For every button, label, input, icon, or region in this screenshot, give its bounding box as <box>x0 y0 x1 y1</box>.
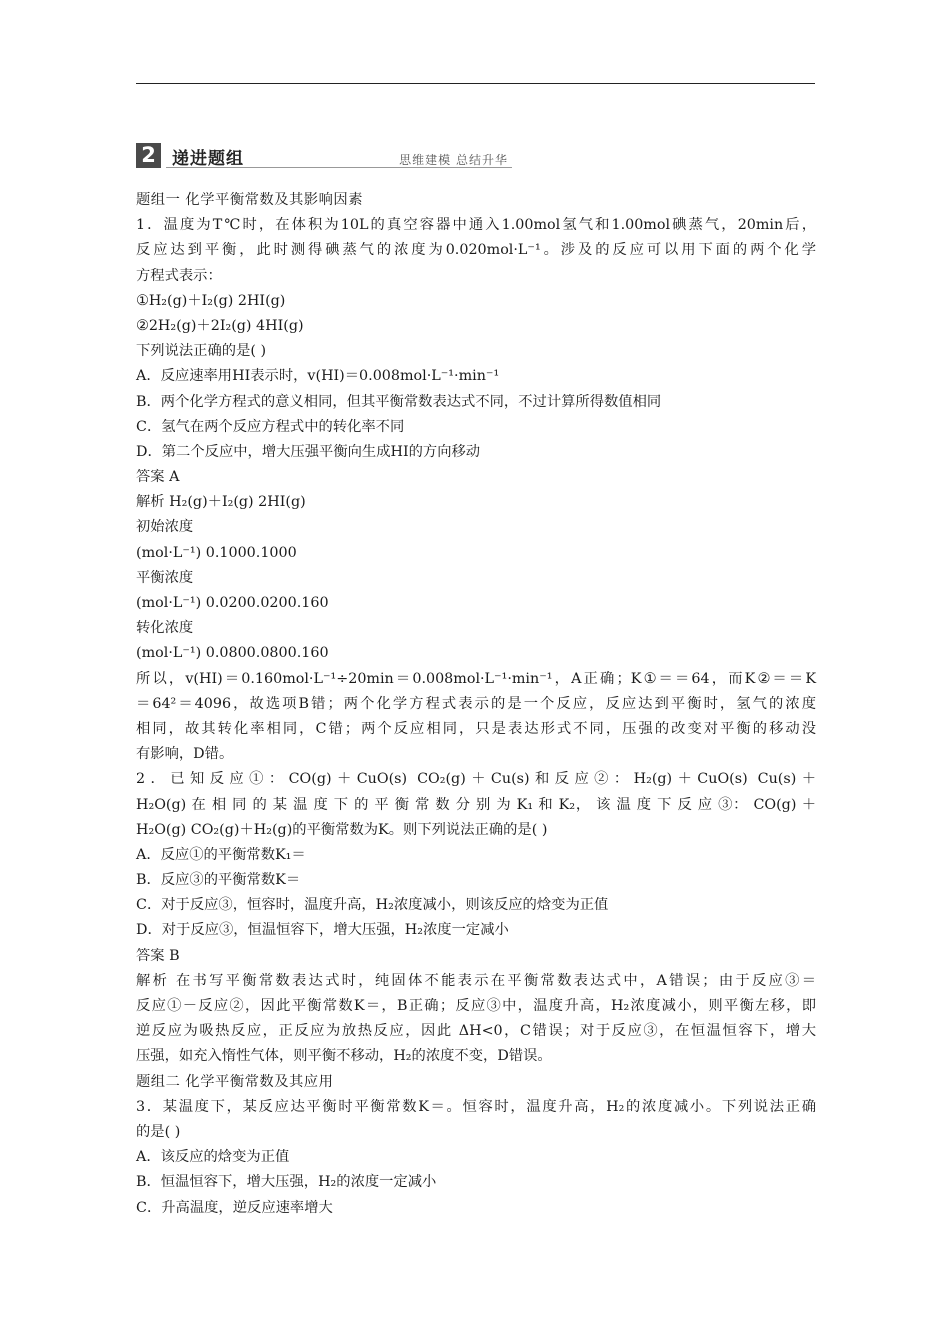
top-rule <box>136 83 815 84</box>
group-heading-1: 题组一 化学平衡常数及其影响因素 <box>136 192 363 208</box>
option-b: B．两个化学方程式的意义相同，但其平衡常数表达式不同，不过计算所得数值相同 <box>136 393 662 410</box>
section-subtitle: 思维建模 总结升华 <box>399 153 508 167</box>
analysis-2-text: 压强，如充入惰性气体，则平衡不移动，H₂的浓度不变，D错误。 <box>136 1048 552 1065</box>
analysis-1-row-label: 初始浓度 <box>136 519 194 536</box>
analysis-1-text: 所以，v(HI)＝0.160mol·L⁻¹÷20min＝0.008mol·L⁻¹·min⁻¹，A正确；K①＝＝64，而K②＝＝K <box>136 670 816 687</box>
analysis-1-text: 有影响，D错。 <box>136 746 234 763</box>
analysis-1-row-values: (mol·L⁻¹) 0.0800.0800.160 <box>136 645 329 662</box>
question-2-stem: 2．已知反应①：CO(g)＋CuO(s) CO₂(g)＋Cu(s)和反应②：H₂(g)＋CuO(s) Cu(s)＋ <box>136 771 816 788</box>
question-1-stem: 1．温度为T℃时，在体积为10L的真空容器中通入1.00mol氢气和1.00mol碘蒸气，20min后， <box>136 217 816 234</box>
section-number-badge: 2 <box>136 143 161 168</box>
option-d: D．第二个反应中，增大压强平衡向生成HI的方向移动 <box>136 443 481 460</box>
question-3-stem: 的是( ) <box>136 1123 181 1140</box>
option-c: C．升高温度，逆反应速率增大 <box>136 1199 333 1216</box>
option-b: B．恒温恒容下，增大压强，H₂的浓度一定减小 <box>136 1174 437 1191</box>
analysis-1-row-values: (mol·L⁻¹) 0.1000.1000 <box>136 544 297 561</box>
analysis-2-text: 反应①－反应②，因此平衡常数K＝，B正确；反应③中，温度升高，H₂浓度减小，则平衡左移，即 <box>136 998 816 1014</box>
question-1-stem: 方程式表示： <box>136 267 222 284</box>
option-b: B．反应③的平衡常数K＝ <box>136 872 301 889</box>
option-c: C．对于反应③，恒容时，温度升高，H₂浓度减小，则该反应的焓变为正值 <box>136 897 609 914</box>
option-a: A．反应①的平衡常数K₁＝ <box>136 846 306 863</box>
equation-2: ②2H₂(g)＋2I₂(g) 4HI(g) <box>136 317 304 334</box>
question-1-prompt: 下列说法正确的是( ) <box>136 343 267 360</box>
option-c: C．氢气在两个反应方程式中的转化率不同 <box>136 418 405 435</box>
document-body <box>136 188 816 1221</box>
section-title: 递进题组 <box>172 149 244 169</box>
section-header <box>136 143 512 171</box>
analysis-2-text: 解析 在书写平衡常数表达式时，纯固体不能表示在平衡常数表达式中，A错误；由于反应③＝ <box>136 972 816 989</box>
section-underline <box>166 167 512 168</box>
analysis-1-text: ＝64²＝4096，故选项B错；两个化学方程式表示的是一个反应，反应达到平衡时，氢气的浓度 <box>136 695 816 712</box>
option-a: A．该反应的焓变为正值 <box>136 1149 290 1166</box>
group-heading-2: 题组二 化学平衡常数及其应用 <box>136 1073 334 1090</box>
analysis-2-text: 逆反应为吸热反应，正反应为放热反应，因此 ΔH<0，C错误；对于反应③，在恒温恒容下，增大 <box>136 1023 816 1040</box>
question-1-stem: 反应达到平衡，此时测得碘蒸气的浓度为0.020mol·L⁻¹。涉及的反应可以用下面的两个化学 <box>136 242 816 259</box>
question-3-stem: 3．某温度下，某反应达平衡时平衡常数K＝。恒容时，温度升高，H₂的浓度减小。下列说法正确 <box>136 1098 816 1115</box>
option-a: A．反应速率用HI表示时，v(HI)＝0.008mol·L⁻¹·min⁻¹ <box>136 368 500 385</box>
analysis-1-row-values: (mol·L⁻¹) 0.0200.0200.160 <box>136 595 329 611</box>
answer-2: 答案 B <box>136 947 180 964</box>
analysis-1-row-label: 平衡浓度 <box>136 569 194 586</box>
analysis-1-equation: 解析 H₂(g)＋I₂(g) 2HI(g) <box>136 494 306 511</box>
question-2-stem: H₂O(g) 在 相 同 的 某 温 度 下 的 平 衡 常 数 分 别 为 K₁ 和 K₂， 该 温 度 下 反 应 ③： CO(g) ＋ <box>136 796 816 813</box>
analysis-1-row-label: 转化浓度 <box>136 620 194 637</box>
equation-1: ①H₂(g)＋I₂(g) 2HI(g) <box>136 292 286 309</box>
question-2-stem: H₂O(g) CO₂(g)＋H₂(g)的平衡常数为K。则下列说法正确的是( ) <box>136 821 548 838</box>
answer-1: 答案 A <box>136 469 180 486</box>
option-d: D．对于反应③，恒温恒容下，增大压强，H₂浓度一定减小 <box>136 922 509 939</box>
analysis-1-text: 相同，故其转化率相同，C错；两个反应相同，只是表达形式不同，压强的改变对平衡的移动没 <box>136 720 816 737</box>
